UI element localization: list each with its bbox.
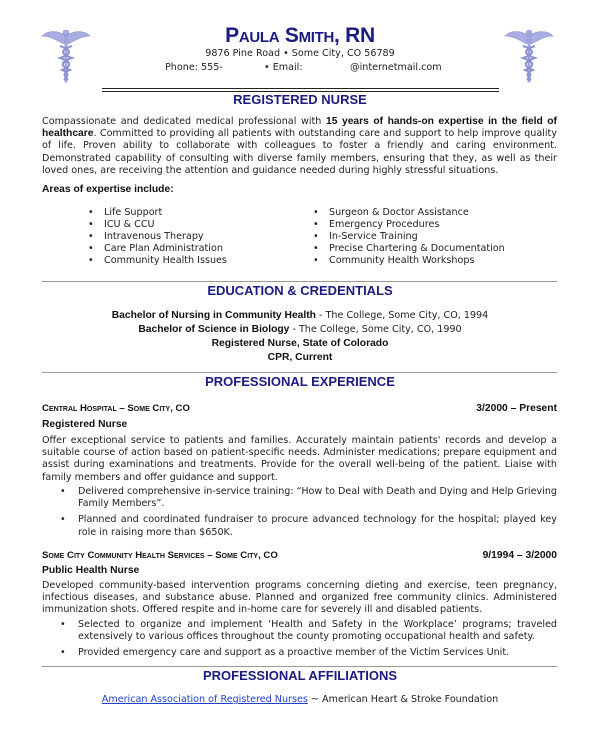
divider [42, 281, 557, 282]
employer: Central Hospital – Some City, CO [42, 403, 190, 414]
job-header [42, 550, 557, 561]
summary-rest: . Committed to providing all patients with outstanding care and support to help improve quality of life. Proven ability to collaborate with colleagues to foster a friendly and caring environment. Demonstrated capability of consulting with diverse family members, ensuring that they, as well as their loved ones, are receiving the attention and guidance needed during highly stressful situations. [42, 128, 557, 176]
education-list [0, 309, 600, 365]
list-item: • ICU & CCU [88, 219, 227, 231]
education-item: Registered Nurse, State of Colorado [211, 338, 389, 349]
employer: Some City Community Health Services – Some City, CO [42, 550, 278, 561]
expertise-list-right [313, 207, 505, 267]
list-item: • Surgeon & Doctor Assistance [313, 207, 505, 219]
job-header [42, 403, 557, 414]
job-bullets [42, 486, 557, 543]
affiliation: American Heart & Stroke Foundation [322, 694, 499, 705]
divider [42, 372, 557, 373]
summary [42, 116, 557, 177]
list-item: • Planned and coordinated fundraiser to procure advanced technology for the hospital; played key role in raising more than $650K. [42, 514, 557, 538]
list-item: • Precise Chartering & Documentation [313, 243, 505, 255]
address: 9876 Pine Road • Some City, CO 56789 [205, 48, 395, 59]
education-item: Bachelor of Nursing in Community Health - The College, Some City, CO, 1994 [111, 310, 489, 321]
job-description: Offer exceptional service to patients and families. Accurately maintain patients' records and develop a suitable course of action based on patient-specific needs. Administer medications; prepare equipment and assist during examinations and treatments. Provide for the overall well-being of the patient. Liaise with family members and offer guidance and support. [42, 435, 557, 483]
job-role: Public Health Nurse [42, 565, 140, 576]
expertise-list-left [88, 207, 227, 267]
affiliation-link[interactable]: American Association of Registered Nurses [101, 694, 308, 705]
list-item: • Community Health Workshops [313, 255, 505, 267]
summary-highlight: 15 years of hands-on expertise in the field of healthcare [42, 116, 557, 140]
job-role: Registered Nurse [42, 419, 128, 430]
list-item: • Delivered comprehensive in-service training: “How to Deal with Death and Dying and Help Grieving Family Members”. [42, 486, 557, 510]
email-domain: @internetmail.com [350, 62, 442, 73]
list-item: • Community Health Issues [88, 255, 227, 267]
list-item: • Care Plan Administration [88, 243, 227, 255]
list-item: • Selected to organize and implement ‘Health and Safety in the Workplace’ programs; traveled extensively to various offices throughout the county promoting occupational health and safety. [42, 619, 557, 643]
list-item: • Life Support [88, 207, 227, 219]
education-item: Bachelor of Science in Biology - The College, Some City, CO, 1990 [138, 324, 462, 335]
divider [42, 666, 557, 667]
email-label: • Email: [264, 62, 303, 73]
education-heading: EDUCATION & CREDENTIALS [207, 283, 393, 298]
summary-intro: Compassionate and dedicated medical professional with [42, 116, 327, 127]
affiliations-list [0, 693, 600, 707]
affiliations-heading: PROFESSIONAL AFFILIATIONS [202, 668, 398, 683]
job-dates: 3/2000 – Present [476, 403, 557, 414]
experience-heading: PROFESSIONAL EXPERIENCE [205, 374, 395, 389]
job-dates: 9/1994 – 3/2000 [482, 550, 557, 561]
phone: Phone: 555- [165, 62, 223, 73]
candidate-name: Paula Smith, RN [225, 24, 375, 47]
separator: ~ [307, 694, 323, 705]
list-item: • Intravenous Therapy [88, 231, 227, 243]
job-description: Developed community-based intervention programs concerning dieting and exercise, teen pregnancy, infectious diseases, and substance abuse. Planned and organized free community clinics. Administered immunization shots. Offered respite and in-home care for severely ill and disabled patients. [42, 580, 557, 616]
expertise-label: Areas of expertise include: [42, 184, 174, 195]
job-bullets [42, 619, 557, 664]
list-item: • Provided emergency care and support as a proactive member of the Victim Services Unit. [42, 647, 557, 659]
list-item: • Emergency Procedures [313, 219, 505, 231]
list-item: • In-Service Training [313, 231, 505, 243]
job-title: REGISTERED NURSE [233, 92, 367, 107]
education-item: CPR, Current [267, 352, 333, 363]
